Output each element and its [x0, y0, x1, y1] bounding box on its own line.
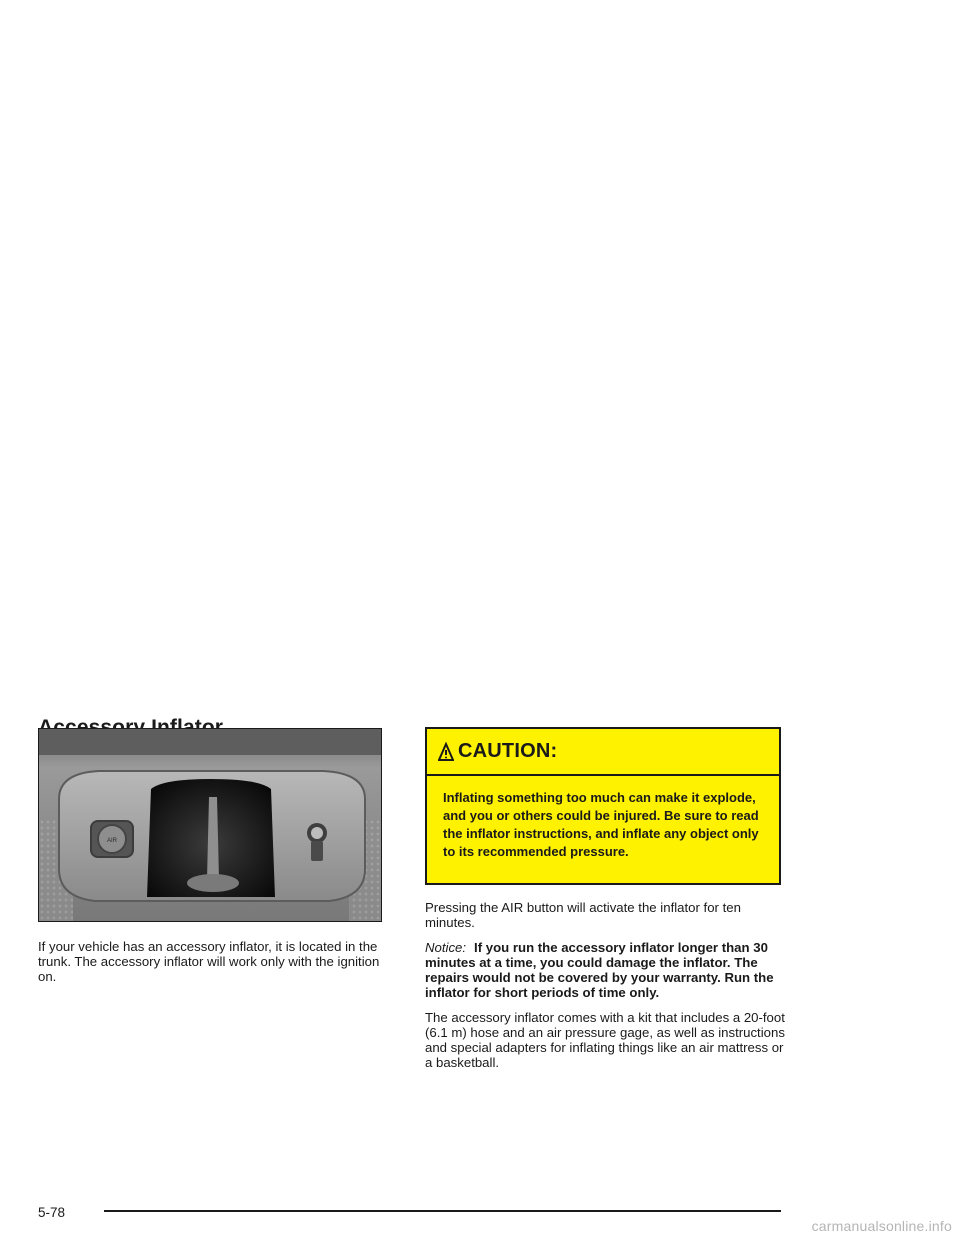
page-number: 5-78: [38, 1205, 66, 1220]
inflator-kit-paragraph: The accessory inflator comes with a kit that includes a 20-foot (6.1 m) hose and an air pressure gage, as well as instructions and special adapters for inflating things like an air mattress or a basketball.: [425, 1010, 785, 1070]
accessory-inflator-photo: [38, 728, 382, 922]
notice-label: Notice:: [425, 940, 467, 955]
caution-body: Inflating something too much can make it explode, and you or others could be injured. Be sure to read the inflator instructions, and inflate any object only to its recommended pressure.: [443, 790, 759, 859]
notice-paragraph: [425, 940, 785, 1000]
air-button-label: AIR: [106, 838, 118, 844]
accessory-inflator-illustration: [39, 729, 382, 922]
air-button-paragraph: Pressing the AIR button will activate the inflator for ten minutes.: [425, 900, 741, 930]
warning-triangle-icon: [438, 742, 454, 762]
notice-text: If you run the accessory inflator longer than 30 minutes at a time, you could damage the inflator. The repairs would not be covered by your warranty. Run the inflator for short periods of time only.: [425, 940, 774, 1000]
caution-box: [425, 727, 781, 885]
footer-rule: [104, 1210, 781, 1212]
watermark-text: carmanualsonline.info: [811, 1218, 952, 1234]
caution-header: [427, 729, 779, 776]
caution-heading: CAUTION:: [458, 740, 558, 762]
inflator-location-paragraph: If your vehicle has an accessory inflator, it is located in the trunk. The accessory inflator will work only with the ignition on.: [38, 939, 380, 984]
right-column: [425, 900, 785, 1080]
